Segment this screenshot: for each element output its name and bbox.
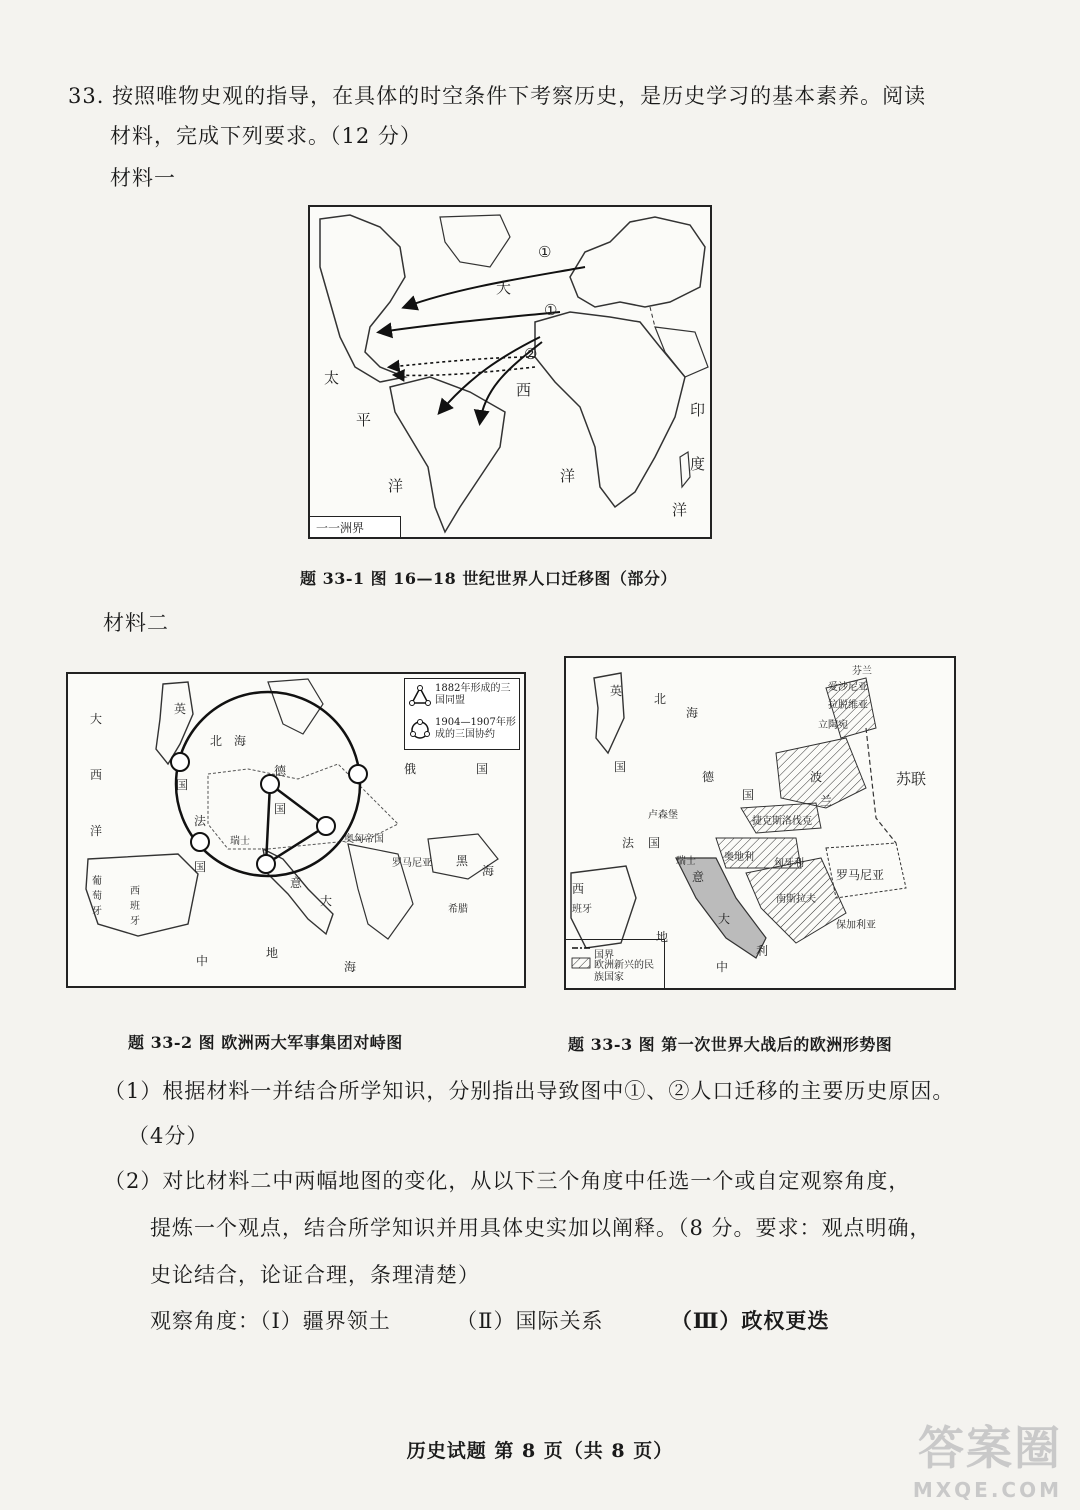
- label-da: 大: [718, 912, 731, 926]
- label-sulian: 苏联: [896, 770, 927, 788]
- label-da: 大: [90, 712, 103, 726]
- map1-legend-text: 一一洲界: [316, 521, 365, 535]
- south-america-outline: [390, 377, 505, 532]
- label-da: 大: [496, 279, 512, 297]
- label-xi: 西: [90, 768, 103, 782]
- soviet-border: [866, 728, 896, 843]
- route-1-south: [380, 312, 560, 332]
- label-aishaniya: 爱沙尼亚: [828, 682, 868, 693]
- label-hei: 黑: [456, 854, 469, 868]
- label-tai: 太: [324, 369, 340, 387]
- label-fa: 法: [194, 814, 207, 828]
- label-xi: 西: [572, 882, 585, 896]
- marker-2: ②: [524, 345, 538, 363]
- label-bei: 北: [654, 692, 667, 706]
- label-banya: 班牙: [572, 904, 592, 915]
- perspectives-row: [150, 1305, 829, 1335]
- label-luomaniya: 罗马尼亚: [392, 858, 432, 869]
- question-stem-line2: 材料，完成下列要求。（12 分）: [110, 124, 422, 148]
- arabia-outline: [655, 327, 708, 377]
- blocs-legend: [404, 678, 520, 750]
- label-nansilafu: 南斯拉夫: [776, 894, 816, 905]
- north-america-outline: [320, 215, 405, 382]
- label-ruishi: 瑞士: [676, 856, 696, 867]
- label-guo-fr: 国: [648, 836, 661, 850]
- label-guo-uk: 国: [176, 778, 189, 792]
- perspective-2: （Ⅱ）国际关系: [456, 1309, 604, 1333]
- label-yang-pacific: 洋: [388, 477, 404, 495]
- label-putao: 葡萄牙: [92, 876, 102, 917]
- map1-legend: [310, 516, 401, 537]
- caption-33-3: 题 33-3 图 第一次世界大战后的欧洲形势图: [568, 1035, 893, 1054]
- marker-1a: ①: [538, 243, 552, 261]
- entente-legend-icon: [409, 719, 431, 741]
- label-li: 利: [756, 944, 769, 958]
- label-jieke: 捷克斯洛伐克: [752, 816, 812, 827]
- legend-newstates-text: 欧洲新兴的民族国家: [594, 960, 654, 983]
- label-di: 地: [266, 946, 279, 960]
- question-text-1: 按照唯物史观的指导，在具体的时空条件下考察历史，是历史学习的基本素养。阅读: [112, 84, 927, 108]
- alliance-node-it: [257, 855, 275, 873]
- label-aodili: 奥地利: [724, 852, 754, 863]
- label-de: 德: [274, 764, 287, 778]
- label-yi: 意: [290, 876, 303, 890]
- label-xibanya: 西班牙: [130, 886, 140, 927]
- sub-question-2-line1: （2）对比材料二中两幅地图的变化，从以下三个角度中任选一个或自定观察角度，: [104, 1169, 911, 1193]
- label-latuoweiya: 拉脱维亚: [828, 700, 868, 711]
- label-baojialiya: 保加利亚: [836, 920, 876, 931]
- entente-node-fr: [191, 833, 209, 851]
- british-isles: [156, 682, 193, 764]
- label-xila: 希腊: [448, 904, 468, 915]
- label-e: 俄: [404, 762, 417, 776]
- label-lan: 兰: [820, 794, 833, 808]
- question-stem-line1: [68, 80, 926, 110]
- legend-border-text: 国界: [594, 950, 614, 961]
- material2-label: 材料二: [103, 611, 169, 635]
- migration-map: [308, 205, 712, 539]
- blocs-map: [66, 672, 526, 988]
- africa-outline: [535, 312, 685, 507]
- sub-question-1-line2: （4分）: [128, 1124, 209, 1148]
- page-footer: 历史试题 第 8 页（共 8 页）: [406, 1440, 674, 1462]
- alliance-legend-text: 1882年形成的三国同盟: [435, 683, 511, 706]
- label-di: 地: [656, 930, 669, 944]
- label-xiongyali: 匈牙利: [774, 858, 804, 869]
- greenland-outline: [440, 215, 510, 267]
- label-zhong: 中: [716, 960, 729, 974]
- label-hai: 海: [234, 734, 247, 748]
- label-luomaniya: 罗马尼亚: [836, 868, 885, 882]
- material1-label: 材料一: [110, 166, 176, 190]
- label-da-it: 大: [320, 894, 333, 908]
- label-ying: 英: [174, 702, 187, 716]
- sub-question-2-line2: 提炼一个观点，结合所学知识并用具体史实加以阐释。（8 分。要求：观点明确，: [150, 1216, 932, 1240]
- label-du: 度: [690, 455, 706, 473]
- site-watermark: [913, 1412, 1062, 1502]
- caption-33-1: 题 33-1 图 16—18 世纪世界人口迁移图（部分）: [300, 569, 677, 588]
- entente-node-ru: [349, 765, 367, 783]
- label-yang-indian: 洋: [672, 501, 688, 519]
- label-bo: 波: [810, 770, 823, 784]
- sub-question-2-line3: 史论结合，论证合理，条理清楚）: [150, 1263, 480, 1287]
- label-ping: 平: [356, 411, 372, 429]
- madagascar-outline: [680, 452, 690, 487]
- label-guo-de: 国: [742, 788, 755, 802]
- perspectives-label: 观察角度：: [150, 1309, 260, 1333]
- perspective-1: （Ⅰ）疆界领土: [260, 1309, 391, 1333]
- scandinavia: [268, 679, 323, 734]
- label-hai-med: 海: [344, 960, 357, 974]
- route-1-north: [405, 267, 585, 307]
- route-2-dotted-b: [395, 367, 535, 375]
- marker-1b: ①: [544, 301, 558, 319]
- continent-boundary: [650, 307, 655, 327]
- caption-33-2: 题 33-2 图 欧洲两大军事集团对峙图: [128, 1033, 403, 1052]
- question-number: 33.: [68, 84, 105, 108]
- watermark-url: MXQE.COM: [912, 1478, 1062, 1502]
- alliance-node-ah: [317, 817, 335, 835]
- label-hai: 海: [686, 706, 699, 720]
- label-xi: 西: [516, 381, 532, 399]
- migration-map-drawing: [310, 207, 710, 537]
- label-lituowan: 立陶宛: [818, 720, 848, 731]
- label-guo-fr: 国: [194, 860, 207, 874]
- label-guo-uk: 国: [614, 760, 627, 774]
- label-bei: 北: [210, 734, 223, 748]
- label-yang: 洋: [90, 824, 103, 838]
- label-de: 德: [702, 770, 715, 784]
- postwar-map: [564, 656, 956, 990]
- perspective-3: （Ⅲ）政权更迭: [670, 1308, 830, 1333]
- label-yin: 印: [690, 401, 706, 419]
- watermark-logo-text: 答案圈: [918, 1421, 1062, 1475]
- sub-question-1-line1: （1）根据材料一并结合所学知识，分别指出导致图中①、②人口迁移的主要历史原因。: [104, 1079, 955, 1103]
- label-yang-atlantic: 洋: [560, 467, 576, 485]
- alliance-legend-icon: [409, 685, 431, 707]
- europe-outline: [570, 217, 705, 307]
- entente-node-uk: [171, 753, 189, 771]
- label-lusenbao: 卢森堡: [648, 810, 678, 821]
- label-guo-de: 国: [274, 802, 287, 816]
- label-ruishi: 瑞士: [230, 836, 250, 847]
- label-yi: 意: [692, 870, 705, 884]
- label-hai-black: 海: [482, 864, 495, 878]
- label-zhong: 中: [196, 954, 209, 968]
- label-aoxiong: 奥匈帝国: [344, 834, 384, 845]
- label-fenlan: 芬兰: [852, 666, 872, 677]
- label-ying: 英: [610, 684, 623, 698]
- label-guo-ru: 国: [476, 762, 489, 776]
- postwar-legend: [566, 939, 665, 988]
- label-fa: 法: [622, 836, 635, 850]
- entente-legend-text: 1904—1907年形成的三国协约: [435, 717, 516, 740]
